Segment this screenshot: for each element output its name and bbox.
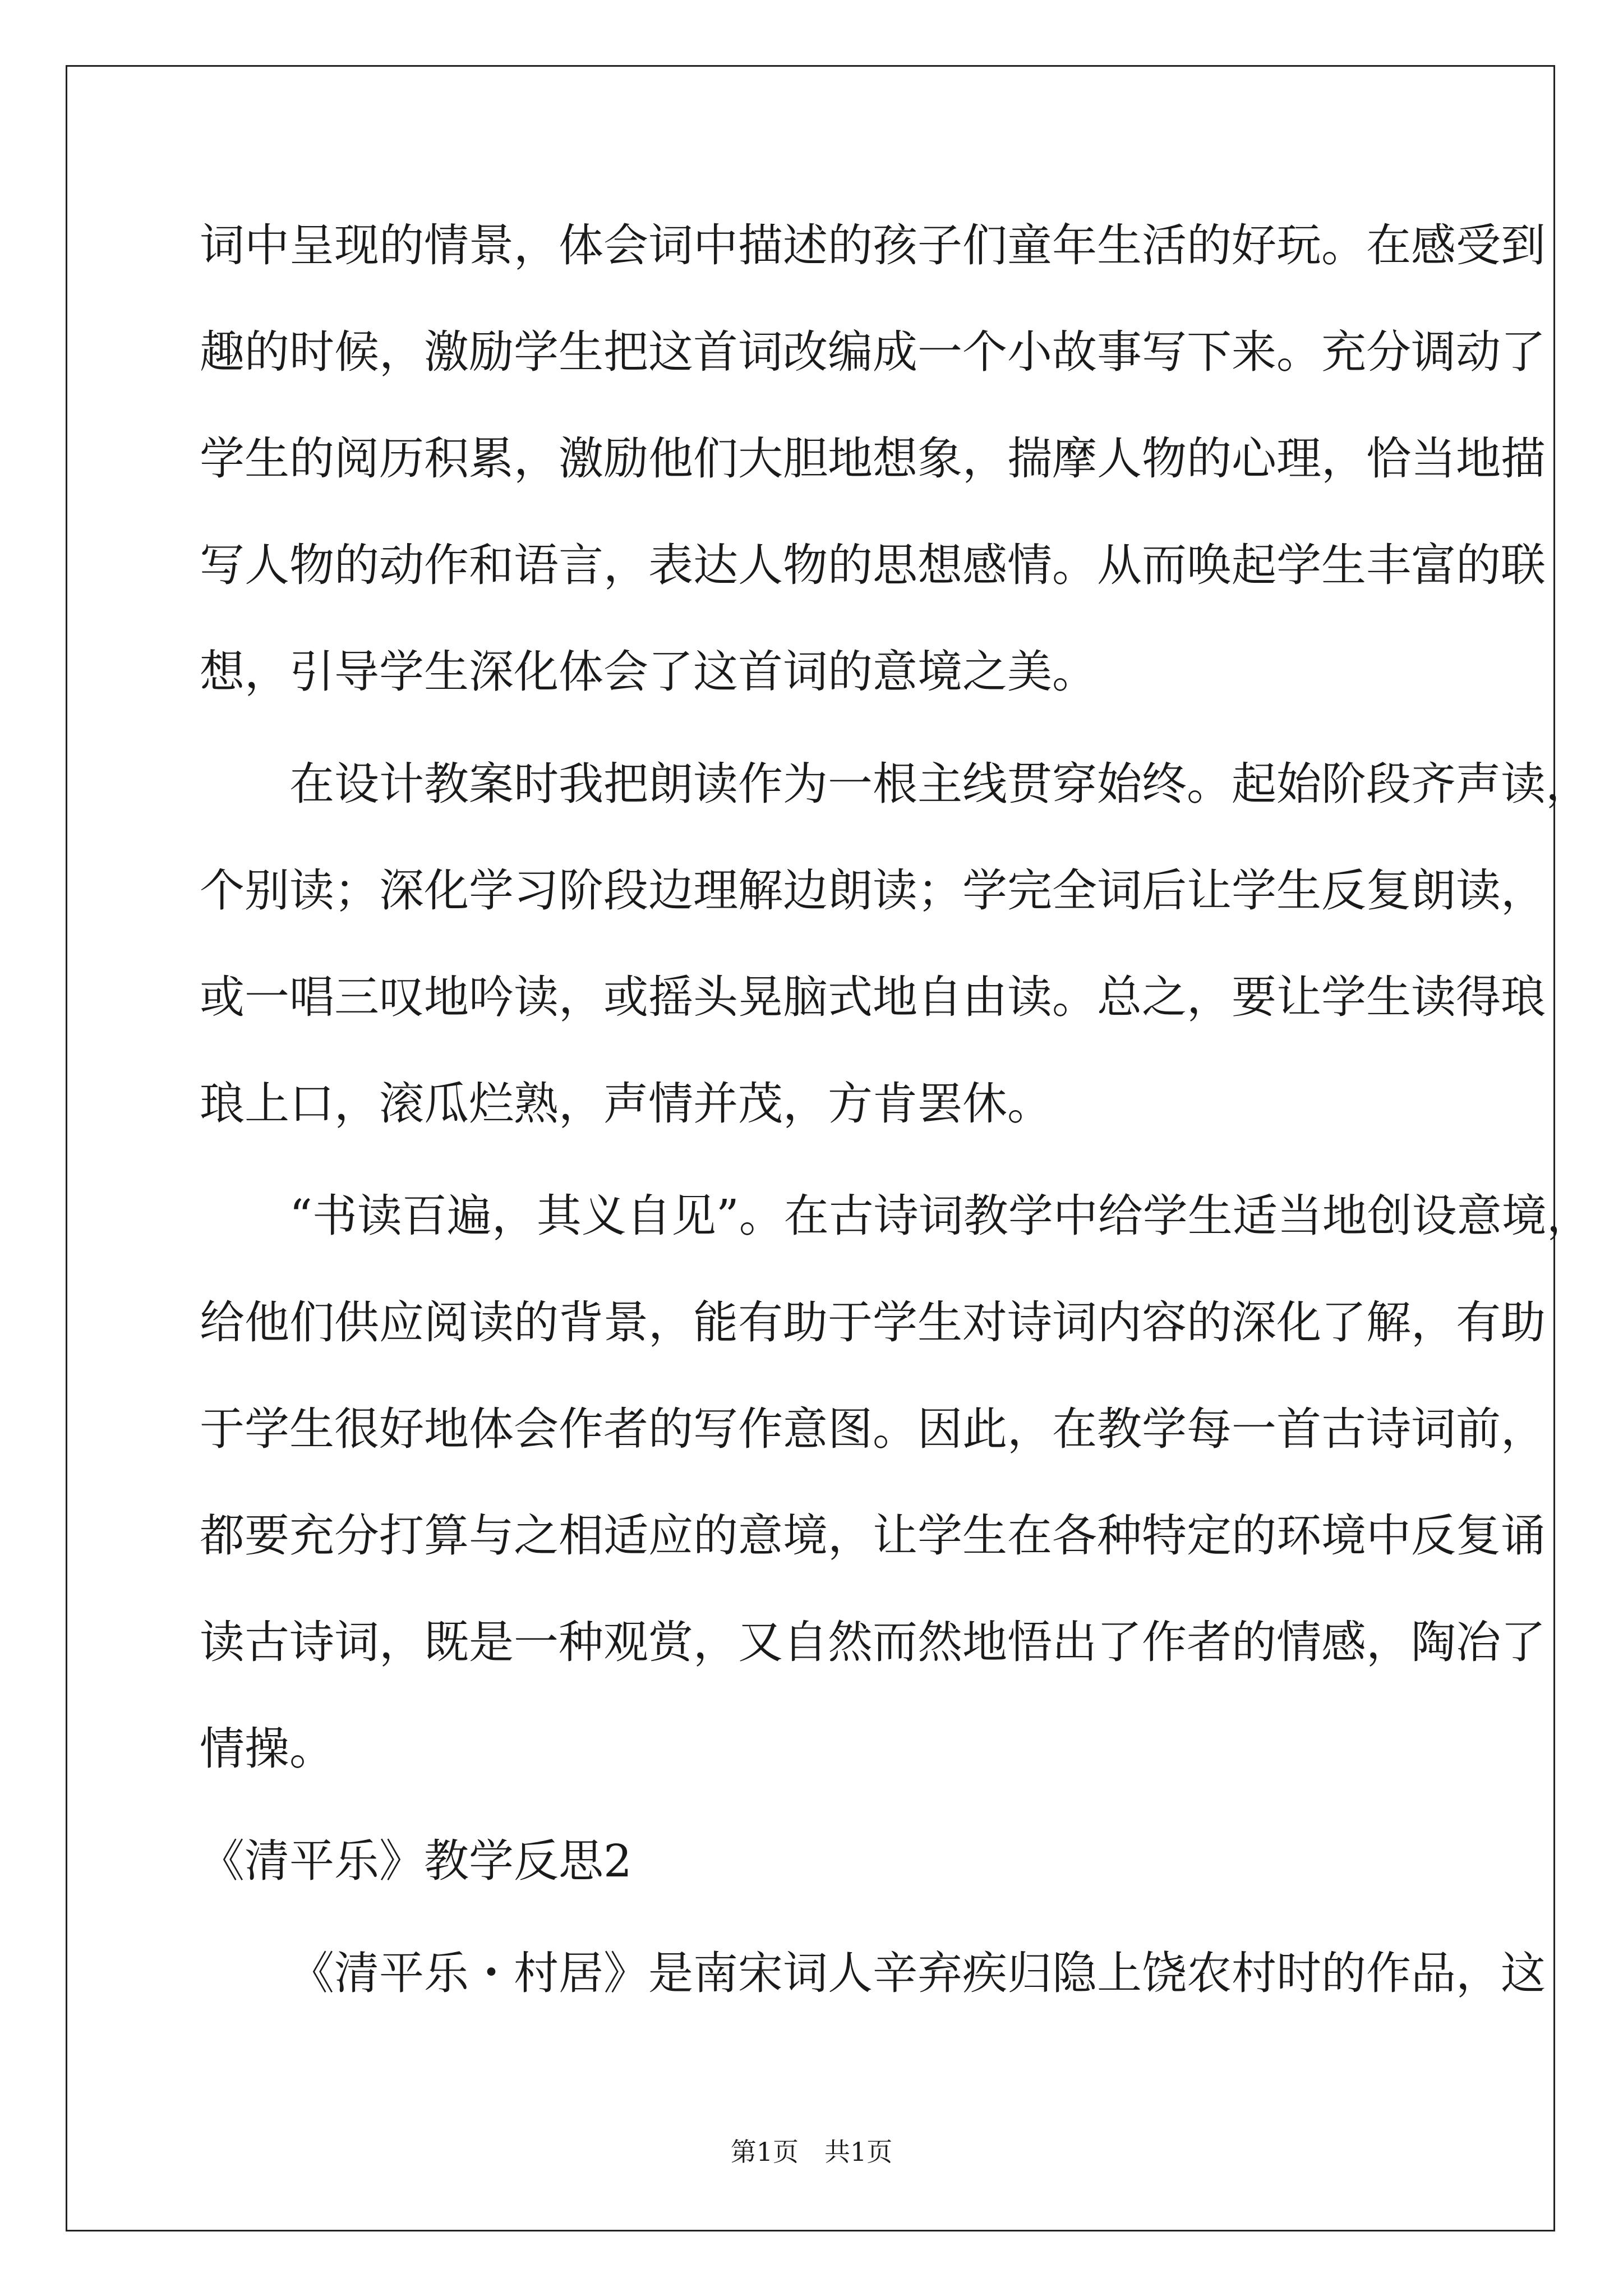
paragraph-line: 读古诗词，既是一种观赏，又自然而然地悟出了作者的情感，陶冶了 (200, 1616, 1546, 1668)
paragraph-line: 给他们供应阅读的背景，能有助于学生对诗词内容的深化了解，有助 (200, 1296, 1546, 1349)
page-footer: 第1页 共1页 (730, 2137, 893, 2167)
section-heading: 《清平乐》教学反思2 (200, 1835, 632, 1887)
paragraph-line: 学生的阅历积累，激励他们大胆地想象，揣摩人物的心理，恰当地描 (200, 432, 1546, 485)
paragraph-line: 于学生很好地体会作者的写作意图。因此，在教学每一首古诗词前， (200, 1403, 1546, 1455)
paragraph-line: 趣的时候，激励学生把这首词改编成一个小故事写下来。充分调动了 (200, 326, 1546, 378)
paragraph-line: 都要充分打算与之相适应的意境，让学生在各种特定的环境中反复诵 (200, 1510, 1546, 1562)
paragraph-line: 情操。 (200, 1723, 334, 1775)
paragraph-line: 个别读；深化学习阶段边理解边朗读；学完全词后让学生反复朗读， (200, 864, 1546, 917)
paragraph-line: 在设计教案时我把朗读作为一根主线贯穿始终。起始阶段齐声读， (289, 758, 1590, 810)
page-border (66, 65, 1555, 2231)
paragraph-line: 或一唱三叹地吟读，或摇头晃脑式地自由读。总之，要让学生读得琅 (200, 971, 1546, 1023)
paragraph-line: 写人物的动作和语言，表达人物的思想感情。从而唤起学生丰富的联 (200, 539, 1546, 591)
paragraph-line: 想，引导学生深化体会了这首词的意境之美。 (200, 646, 1097, 698)
paragraph-line: “书读百遍，其义自见”。在古诗词教学中给学生适当地创设意境， (289, 1190, 1592, 1242)
paragraph-line: 词中呈现的情景，体会词中描述的孩子们童年生活的好玩。在感受到 (200, 219, 1546, 272)
paragraph-line: 琅上口，滚瓜烂熟，声情并茂，方肯罢休。 (200, 1078, 1052, 1130)
paragraph-line: 《清平乐・村居》是南宋词人辛弃疾归隐上饶农村时的作品，这 (289, 1947, 1546, 1999)
